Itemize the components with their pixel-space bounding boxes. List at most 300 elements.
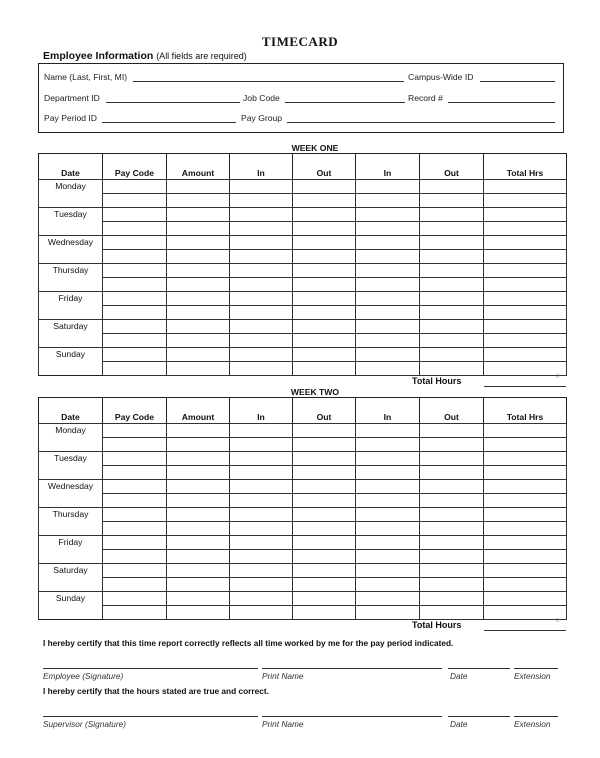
entry-cell-out-1[interactable] bbox=[293, 424, 356, 438]
table-row bbox=[39, 578, 567, 592]
entry-cell-out-1[interactable] bbox=[293, 222, 356, 236]
column-header-in-2: In bbox=[356, 398, 420, 424]
entry-cell-out-1[interactable] bbox=[293, 320, 356, 334]
employee-certification: I hereby certify that this time report correctly reflects all time worked by me for the pay period indicated. bbox=[43, 638, 454, 648]
table-row bbox=[39, 438, 567, 452]
entry-cell-in-2[interactable] bbox=[356, 264, 420, 278]
entry-cell-in-2[interactable] bbox=[356, 606, 420, 620]
entry-cell-in-1[interactable] bbox=[230, 424, 293, 438]
column-header-amount: Amount bbox=[167, 398, 230, 424]
entry-cell-pay-code[interactable] bbox=[103, 494, 167, 508]
table-row bbox=[39, 222, 567, 236]
entry-cell-out-2[interactable] bbox=[420, 550, 484, 564]
table-row bbox=[39, 452, 567, 466]
column-header-date: Date bbox=[39, 398, 103, 424]
entry-cell-total-hrs[interactable] bbox=[484, 208, 567, 222]
name-label: Name (Last, First, MI) bbox=[44, 72, 128, 82]
entry-cell-in-1[interactable] bbox=[230, 334, 293, 348]
column-header-total-hrs: Total Hrs bbox=[484, 398, 567, 424]
entry-cell-out-1[interactable] bbox=[293, 348, 356, 362]
entry-cell-amount[interactable] bbox=[167, 480, 230, 494]
employee-signature-label: Employee (Signature) bbox=[43, 671, 124, 681]
table-row bbox=[39, 306, 567, 320]
employee-extension-line[interactable] bbox=[514, 668, 558, 669]
entry-cell-total-hrs[interactable] bbox=[484, 264, 567, 278]
entry-cell-out-1[interactable] bbox=[293, 606, 356, 620]
entry-cell-in-1[interactable] bbox=[230, 278, 293, 292]
supervisor-signature-label: Supervisor (Signature) bbox=[43, 719, 127, 729]
entry-cell-amount[interactable] bbox=[167, 550, 230, 564]
employee-signature-line[interactable] bbox=[43, 668, 258, 669]
table-row bbox=[39, 278, 567, 292]
day-cell-spacer bbox=[39, 306, 103, 320]
entry-cell-amount[interactable] bbox=[167, 348, 230, 362]
entry-cell-in-1[interactable] bbox=[230, 320, 293, 334]
column-header-in-1: In bbox=[230, 398, 293, 424]
entry-cell-out-2[interactable] bbox=[420, 438, 484, 452]
column-header-in-1: In bbox=[230, 154, 293, 180]
day-label: Saturday bbox=[39, 564, 103, 578]
entry-cell-pay-code[interactable] bbox=[103, 278, 167, 292]
table-row bbox=[39, 208, 567, 222]
table-row bbox=[39, 480, 567, 494]
entry-cell-out-1[interactable] bbox=[293, 362, 356, 376]
entry-cell-in-1[interactable] bbox=[230, 536, 293, 550]
entry-cell-in-1[interactable] bbox=[230, 508, 293, 522]
entry-cell-total-hrs[interactable] bbox=[484, 438, 567, 452]
entry-cell-pay-code[interactable] bbox=[103, 578, 167, 592]
entry-cell-in-1[interactable] bbox=[230, 480, 293, 494]
entry-cell-amount[interactable] bbox=[167, 466, 230, 480]
supervisor-print-name-label: Print Name bbox=[262, 719, 304, 729]
day-cell-spacer bbox=[39, 222, 103, 236]
entry-cell-in-1[interactable] bbox=[230, 180, 293, 194]
entry-cell-pay-code[interactable] bbox=[103, 522, 167, 536]
employee-date-label: Date bbox=[450, 671, 468, 681]
entry-cell-total-hrs[interactable] bbox=[484, 550, 567, 564]
employee-print-name-line[interactable] bbox=[262, 668, 442, 669]
entry-cell-out-2[interactable] bbox=[420, 362, 484, 376]
entry-cell-pay-code[interactable] bbox=[103, 320, 167, 334]
day-cell-spacer bbox=[39, 250, 103, 264]
entry-cell-in-2[interactable] bbox=[356, 348, 420, 362]
day-label: Friday bbox=[39, 536, 103, 550]
week-two-title: WEEK TWO bbox=[290, 387, 340, 397]
entry-cell-out-1[interactable] bbox=[293, 194, 356, 208]
entry-cell-in-2[interactable] bbox=[356, 194, 420, 208]
entry-cell-amount[interactable] bbox=[167, 334, 230, 348]
entry-cell-amount[interactable] bbox=[167, 452, 230, 466]
entry-cell-in-1[interactable] bbox=[230, 362, 293, 376]
entry-cell-in-2[interactable] bbox=[356, 452, 420, 466]
column-header-amount: Amount bbox=[167, 154, 230, 180]
entry-cell-pay-code[interactable] bbox=[103, 592, 167, 606]
entry-cell-out-1[interactable] bbox=[293, 466, 356, 480]
column-header-out-1: Out bbox=[293, 398, 356, 424]
entry-cell-out-2[interactable] bbox=[420, 236, 484, 250]
page-title: TIMECARD bbox=[261, 34, 339, 49]
column-header-total-hrs: Total Hrs bbox=[484, 154, 567, 180]
entry-cell-in-1[interactable] bbox=[230, 306, 293, 320]
entry-cell-out-2[interactable] bbox=[420, 564, 484, 578]
entry-cell-out-1[interactable] bbox=[293, 578, 356, 592]
entry-cell-amount[interactable] bbox=[167, 424, 230, 438]
entry-cell-pay-code[interactable] bbox=[103, 250, 167, 264]
department-id-field[interactable] bbox=[106, 102, 240, 103]
entry-cell-out-2[interactable] bbox=[420, 264, 484, 278]
entry-cell-amount[interactable] bbox=[167, 522, 230, 536]
day-cell-spacer bbox=[39, 362, 103, 376]
entry-cell-amount[interactable] bbox=[167, 250, 230, 264]
entry-cell-total-hrs[interactable] bbox=[484, 606, 567, 620]
job-code-label: Job Code bbox=[243, 93, 280, 103]
entry-cell-in-2[interactable] bbox=[356, 306, 420, 320]
entry-cell-in-1[interactable] bbox=[230, 194, 293, 208]
entry-cell-out-2[interactable] bbox=[420, 180, 484, 194]
entry-cell-out-1[interactable] bbox=[293, 522, 356, 536]
entry-cell-pay-code[interactable] bbox=[103, 180, 167, 194]
entry-cell-pay-code[interactable] bbox=[103, 264, 167, 278]
entry-cell-in-1[interactable] bbox=[230, 466, 293, 480]
entry-cell-out-1[interactable] bbox=[293, 236, 356, 250]
table-row bbox=[39, 250, 567, 264]
entry-cell-out-2[interactable] bbox=[420, 522, 484, 536]
entry-cell-pay-code[interactable] bbox=[103, 466, 167, 480]
entry-cell-total-hrs[interactable] bbox=[484, 564, 567, 578]
job-code-field[interactable] bbox=[285, 102, 405, 103]
entry-cell-in-2[interactable] bbox=[356, 180, 420, 194]
entry-cell-total-hrs[interactable] bbox=[484, 236, 567, 250]
entry-cell-in-1[interactable] bbox=[230, 292, 293, 306]
entry-cell-amount[interactable] bbox=[167, 292, 230, 306]
day-label: Friday bbox=[39, 292, 103, 306]
supervisor-signature-line[interactable] bbox=[43, 716, 258, 717]
entry-cell-amount[interactable] bbox=[167, 536, 230, 550]
entry-cell-in-2[interactable] bbox=[356, 320, 420, 334]
record-field[interactable] bbox=[448, 102, 555, 103]
entry-cell-out-2[interactable] bbox=[420, 424, 484, 438]
column-header-out-2: Out bbox=[420, 398, 484, 424]
table-row bbox=[39, 320, 567, 334]
table-row bbox=[39, 494, 567, 508]
entry-cell-in-1[interactable] bbox=[230, 550, 293, 564]
table-row bbox=[39, 550, 567, 564]
entry-cell-in-2[interactable] bbox=[356, 250, 420, 264]
employee-date-line[interactable] bbox=[448, 668, 510, 669]
entry-cell-total-hrs[interactable] bbox=[484, 578, 567, 592]
entry-cell-total-hrs[interactable] bbox=[484, 278, 567, 292]
entry-cell-total-hrs[interactable] bbox=[484, 362, 567, 376]
day-cell-spacer bbox=[39, 466, 103, 480]
entry-cell-out-1[interactable] bbox=[293, 292, 356, 306]
table-row bbox=[39, 362, 567, 376]
entry-cell-in-2[interactable] bbox=[356, 278, 420, 292]
department-id-label: Department ID bbox=[44, 93, 100, 103]
entry-cell-amount[interactable] bbox=[167, 264, 230, 278]
entry-cell-amount[interactable] bbox=[167, 362, 230, 376]
entry-cell-in-2[interactable] bbox=[356, 564, 420, 578]
entry-cell-out-2[interactable] bbox=[420, 592, 484, 606]
supervisor-print-name-line[interactable] bbox=[262, 716, 442, 717]
table-row bbox=[39, 194, 567, 208]
entry-cell-out-2[interactable] bbox=[420, 606, 484, 620]
entry-cell-amount[interactable] bbox=[167, 320, 230, 334]
entry-cell-pay-code[interactable] bbox=[103, 208, 167, 222]
day-label: Sunday bbox=[39, 348, 103, 362]
entry-cell-in-2[interactable] bbox=[356, 508, 420, 522]
day-label: Tuesday bbox=[39, 208, 103, 222]
table-row bbox=[39, 466, 567, 480]
week-two-total-label: Total Hours bbox=[412, 620, 462, 630]
entry-cell-out-1[interactable] bbox=[293, 306, 356, 320]
table-row bbox=[39, 522, 567, 536]
entry-cell-pay-code[interactable] bbox=[103, 438, 167, 452]
day-label: Tuesday bbox=[39, 452, 103, 466]
entry-cell-pay-code[interactable] bbox=[103, 564, 167, 578]
day-label: Thursday bbox=[39, 508, 103, 522]
entry-cell-out-2[interactable] bbox=[420, 278, 484, 292]
entry-cell-in-1[interactable] bbox=[230, 522, 293, 536]
entry-cell-amount[interactable] bbox=[167, 180, 230, 194]
entry-cell-total-hrs[interactable] bbox=[484, 292, 567, 306]
entry-cell-in-2[interactable] bbox=[356, 222, 420, 236]
entry-cell-total-hrs[interactable] bbox=[484, 592, 567, 606]
entry-cell-in-1[interactable] bbox=[230, 208, 293, 222]
entry-cell-total-hrs[interactable] bbox=[484, 508, 567, 522]
day-cell-spacer bbox=[39, 494, 103, 508]
entry-cell-out-2[interactable] bbox=[420, 480, 484, 494]
entry-cell-pay-code[interactable] bbox=[103, 550, 167, 564]
entry-cell-out-2[interactable] bbox=[420, 466, 484, 480]
entry-cell-pay-code[interactable] bbox=[103, 334, 167, 348]
pay-period-id-field[interactable] bbox=[102, 122, 236, 123]
entry-cell-total-hrs[interactable] bbox=[484, 222, 567, 236]
entry-cell-pay-code[interactable] bbox=[103, 508, 167, 522]
entry-cell-in-2[interactable] bbox=[356, 522, 420, 536]
entry-cell-out-1[interactable] bbox=[293, 208, 356, 222]
entry-cell-in-2[interactable] bbox=[356, 578, 420, 592]
entry-cell-total-hrs[interactable] bbox=[484, 480, 567, 494]
entry-cell-out-2[interactable] bbox=[420, 306, 484, 320]
entry-cell-pay-code[interactable] bbox=[103, 452, 167, 466]
entry-cell-out-1[interactable] bbox=[293, 278, 356, 292]
entry-cell-out-1[interactable] bbox=[293, 480, 356, 494]
column-header-date: Date bbox=[39, 154, 103, 180]
record-label: Record # bbox=[408, 93, 443, 103]
entry-cell-pay-code[interactable] bbox=[103, 424, 167, 438]
entry-cell-out-2[interactable] bbox=[420, 494, 484, 508]
week-two-table bbox=[38, 397, 567, 620]
entry-cell-amount[interactable] bbox=[167, 278, 230, 292]
entry-cell-out-2[interactable] bbox=[420, 508, 484, 522]
day-label: Saturday bbox=[39, 320, 103, 334]
entry-cell-in-1[interactable] bbox=[230, 250, 293, 264]
entry-cell-in-2[interactable] bbox=[356, 362, 420, 376]
table-row bbox=[39, 508, 567, 522]
campus-id-label: Campus-Wide ID bbox=[408, 72, 474, 82]
entry-cell-out-2[interactable] bbox=[420, 578, 484, 592]
entry-cell-in-1[interactable] bbox=[230, 592, 293, 606]
entry-cell-amount[interactable] bbox=[167, 494, 230, 508]
day-cell-spacer bbox=[39, 278, 103, 292]
column-header-in-2: In bbox=[356, 154, 420, 180]
entry-cell-in-1[interactable] bbox=[230, 264, 293, 278]
pay-group-field[interactable] bbox=[287, 122, 555, 123]
entry-cell-total-hrs[interactable] bbox=[484, 494, 567, 508]
entry-cell-out-1[interactable] bbox=[293, 334, 356, 348]
entry-cell-total-hrs[interactable] bbox=[484, 452, 567, 466]
entry-cell-total-hrs[interactable] bbox=[484, 194, 567, 208]
week-two-total-mark: 0 bbox=[556, 618, 559, 624]
entry-cell-in-1[interactable] bbox=[230, 606, 293, 620]
entry-cell-in-2[interactable] bbox=[356, 592, 420, 606]
column-header-out-1: Out bbox=[293, 154, 356, 180]
entry-cell-out-2[interactable] bbox=[420, 348, 484, 362]
entry-cell-in-2[interactable] bbox=[356, 334, 420, 348]
entry-cell-pay-code[interactable] bbox=[103, 236, 167, 250]
entry-cell-total-hrs[interactable] bbox=[484, 306, 567, 320]
table-row bbox=[39, 348, 567, 362]
entry-cell-in-1[interactable] bbox=[230, 348, 293, 362]
entry-cell-amount[interactable] bbox=[167, 306, 230, 320]
day-cell-spacer bbox=[39, 334, 103, 348]
entry-cell-pay-code[interactable] bbox=[103, 306, 167, 320]
entry-cell-total-hrs[interactable] bbox=[484, 320, 567, 334]
week-two-total-field[interactable] bbox=[484, 630, 566, 631]
entry-cell-in-2[interactable] bbox=[356, 466, 420, 480]
entry-cell-amount[interactable] bbox=[167, 606, 230, 620]
entry-cell-in-2[interactable] bbox=[356, 208, 420, 222]
day-label: Wednesday bbox=[39, 236, 103, 250]
table-row bbox=[39, 536, 567, 550]
day-cell-spacer bbox=[39, 194, 103, 208]
day-cell-spacer bbox=[39, 578, 103, 592]
entry-cell-in-2[interactable] bbox=[356, 480, 420, 494]
entry-cell-in-2[interactable] bbox=[356, 424, 420, 438]
entry-cell-total-hrs[interactable] bbox=[484, 466, 567, 480]
entry-cell-amount[interactable] bbox=[167, 194, 230, 208]
entry-cell-out-1[interactable] bbox=[293, 508, 356, 522]
day-cell-spacer bbox=[39, 522, 103, 536]
entry-cell-out-1[interactable] bbox=[293, 592, 356, 606]
day-label: Monday bbox=[39, 180, 103, 194]
entry-cell-total-hrs[interactable] bbox=[484, 522, 567, 536]
supervisor-extension-line[interactable] bbox=[514, 716, 558, 717]
day-cell-spacer bbox=[39, 438, 103, 452]
entry-cell-out-1[interactable] bbox=[293, 250, 356, 264]
required-note: (All fields are required) bbox=[156, 51, 247, 61]
entry-cell-out-1[interactable] bbox=[293, 564, 356, 578]
table-row bbox=[39, 424, 567, 438]
entry-cell-out-2[interactable] bbox=[420, 334, 484, 348]
supervisor-date-line[interactable] bbox=[448, 716, 510, 717]
entry-cell-out-2[interactable] bbox=[420, 452, 484, 466]
entry-cell-in-1[interactable] bbox=[230, 494, 293, 508]
entry-cell-pay-code[interactable] bbox=[103, 292, 167, 306]
entry-cell-out-1[interactable] bbox=[293, 550, 356, 564]
entry-cell-pay-code[interactable] bbox=[103, 194, 167, 208]
entry-cell-amount[interactable] bbox=[167, 236, 230, 250]
entry-cell-out-2[interactable] bbox=[420, 250, 484, 264]
entry-cell-out-2[interactable] bbox=[420, 292, 484, 306]
table-row bbox=[39, 180, 567, 194]
entry-cell-amount[interactable] bbox=[167, 208, 230, 222]
entry-cell-out-1[interactable] bbox=[293, 264, 356, 278]
entry-cell-pay-code[interactable] bbox=[103, 536, 167, 550]
employee-print-name-label: Print Name bbox=[262, 671, 304, 681]
entry-cell-out-2[interactable] bbox=[420, 194, 484, 208]
name-field[interactable] bbox=[133, 81, 404, 82]
entry-cell-out-1[interactable] bbox=[293, 438, 356, 452]
day-label: Wednesday bbox=[39, 480, 103, 494]
entry-cell-total-hrs[interactable] bbox=[484, 180, 567, 194]
entry-cell-in-1[interactable] bbox=[230, 222, 293, 236]
entry-cell-pay-code[interactable] bbox=[103, 348, 167, 362]
entry-cell-in-1[interactable] bbox=[230, 452, 293, 466]
entry-cell-in-1[interactable] bbox=[230, 438, 293, 452]
table-row bbox=[39, 264, 567, 278]
entry-cell-pay-code[interactable] bbox=[103, 362, 167, 376]
entry-cell-in-2[interactable] bbox=[356, 292, 420, 306]
pay-group-label: Pay Group bbox=[241, 113, 283, 123]
campus-id-field[interactable] bbox=[480, 81, 555, 82]
entry-cell-out-1[interactable] bbox=[293, 494, 356, 508]
entry-cell-out-2[interactable] bbox=[420, 208, 484, 222]
entry-cell-amount[interactable] bbox=[167, 578, 230, 592]
entry-cell-out-2[interactable] bbox=[420, 222, 484, 236]
entry-cell-pay-code[interactable] bbox=[103, 480, 167, 494]
entry-cell-out-1[interactable] bbox=[293, 180, 356, 194]
entry-cell-amount[interactable] bbox=[167, 508, 230, 522]
entry-cell-out-2[interactable] bbox=[420, 536, 484, 550]
column-header-pay-code: Pay Code bbox=[103, 398, 167, 424]
table-row bbox=[39, 236, 567, 250]
entry-cell-in-2[interactable] bbox=[356, 550, 420, 564]
table-row bbox=[39, 592, 567, 606]
entry-cell-in-1[interactable] bbox=[230, 236, 293, 250]
entry-cell-out-1[interactable] bbox=[293, 536, 356, 550]
entry-cell-amount[interactable] bbox=[167, 592, 230, 606]
entry-cell-pay-code[interactable] bbox=[103, 606, 167, 620]
day-label: Monday bbox=[39, 424, 103, 438]
week-one-total-mark: 0 bbox=[556, 374, 559, 380]
entry-cell-in-1[interactable] bbox=[230, 578, 293, 592]
entry-cell-amount[interactable] bbox=[167, 438, 230, 452]
entry-cell-in-1[interactable] bbox=[230, 564, 293, 578]
entry-cell-total-hrs[interactable] bbox=[484, 334, 567, 348]
entry-cell-pay-code[interactable] bbox=[103, 222, 167, 236]
day-cell-spacer bbox=[39, 606, 103, 620]
employee-info-label: Employee Information bbox=[43, 50, 154, 62]
supervisor-date-label: Date bbox=[450, 719, 468, 729]
entry-cell-total-hrs[interactable] bbox=[484, 250, 567, 264]
entry-cell-out-2[interactable] bbox=[420, 320, 484, 334]
day-label: Thursday bbox=[39, 264, 103, 278]
entry-cell-amount[interactable] bbox=[167, 222, 230, 236]
entry-cell-total-hrs[interactable] bbox=[484, 536, 567, 550]
week-one-title: WEEK ONE bbox=[291, 143, 339, 153]
pay-period-id-label: Pay Period ID bbox=[44, 113, 98, 123]
entry-cell-in-2[interactable] bbox=[356, 438, 420, 452]
entry-cell-total-hrs[interactable] bbox=[484, 348, 567, 362]
entry-cell-out-1[interactable] bbox=[293, 452, 356, 466]
entry-cell-in-2[interactable] bbox=[356, 494, 420, 508]
employee-info-heading bbox=[43, 50, 247, 62]
entry-cell-amount[interactable] bbox=[167, 564, 230, 578]
entry-cell-in-2[interactable] bbox=[356, 236, 420, 250]
entry-cell-total-hrs[interactable] bbox=[484, 424, 567, 438]
entry-cell-in-2[interactable] bbox=[356, 536, 420, 550]
